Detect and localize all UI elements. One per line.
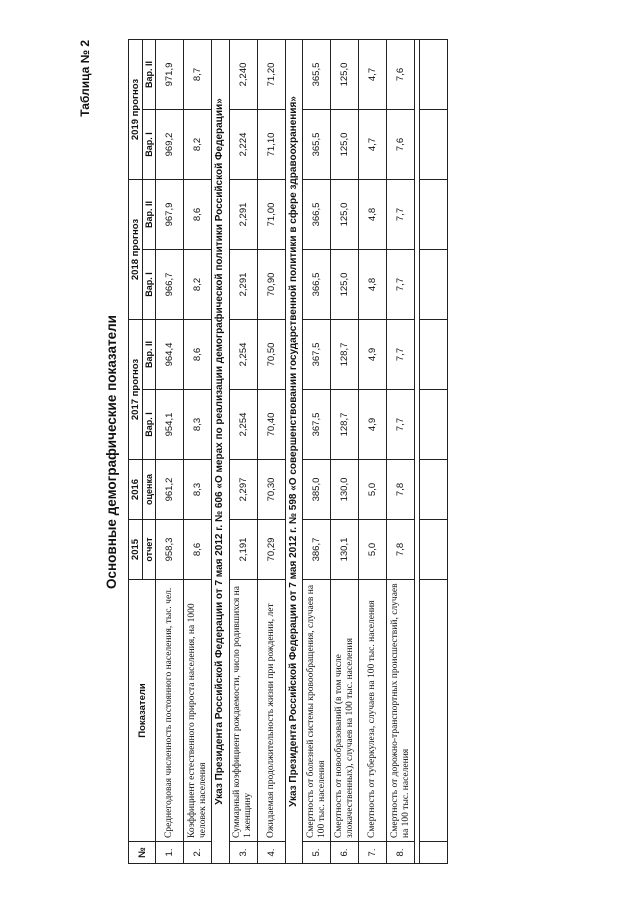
value-cell: 365,5 <box>303 40 331 110</box>
value-cell: 8,3 <box>184 460 212 520</box>
value-cell: 125,0 <box>331 250 359 320</box>
value-cell: 4,7 <box>359 110 387 180</box>
indicator-name: Смертность от дорожно-транспортных происшествий, случаев на 100 тыс. населения <box>387 580 415 842</box>
value-cell: 366,5 <box>303 180 331 250</box>
value-cell: 4,9 <box>359 390 387 460</box>
value-cell: 4,8 <box>359 250 387 320</box>
indicator-name: Ожидаемая продолжительность жизни при рождении, лет <box>257 580 285 842</box>
indicator-name: Смертность от болезней системы кровообращения, случаев на 100 тыс. населения <box>303 580 331 842</box>
value-cell: 71,00 <box>257 180 285 250</box>
value-cell: 8,2 <box>184 110 212 180</box>
value-cell <box>420 460 448 520</box>
value-cell: 8,2 <box>184 250 212 320</box>
value-cell: 2,297 <box>229 460 257 520</box>
table-title: Основные демографические показатели <box>104 315 119 589</box>
row-number: 2. <box>184 842 212 864</box>
value-cell: 7,6 <box>387 40 415 110</box>
header-sub-2019-var1: Вар. I <box>143 110 156 180</box>
table-number-label: Таблица № 2 <box>78 40 92 117</box>
value-cell: 2,240 <box>229 40 257 110</box>
value-cell: 70,29 <box>257 520 285 580</box>
value-cell: 366,5 <box>303 250 331 320</box>
value-cell: 7,8 <box>387 460 415 520</box>
value-cell: 125,0 <box>331 110 359 180</box>
value-cell: 4,7 <box>359 40 387 110</box>
value-cell: 958,3 <box>156 520 184 580</box>
value-cell: 70,30 <box>257 460 285 520</box>
value-cell: 967,9 <box>156 180 184 250</box>
header-sub-2018-var1: Вар. I <box>143 250 156 320</box>
header-sub-2017-var2: Вар. II <box>143 320 156 390</box>
value-cell: 7,7 <box>387 180 415 250</box>
value-cell: 7,7 <box>387 250 415 320</box>
value-cell: 130,0 <box>331 460 359 520</box>
header-year-2019: 2019 прогноз <box>129 40 143 180</box>
indicator-name <box>420 580 448 842</box>
row-number: 4. <box>257 842 285 864</box>
header-indicator: Показатели <box>129 580 156 842</box>
row-number: 8. <box>387 842 415 864</box>
indicator-name: Смертность от туберкулеза, случаев на 100 тыс. населения <box>359 580 387 842</box>
header-sub-2017-var1: Вар. I <box>143 390 156 460</box>
value-cell: 8,7 <box>184 40 212 110</box>
value-cell: 5,0 <box>359 460 387 520</box>
value-cell <box>420 180 448 250</box>
row-number: 6. <box>331 842 359 864</box>
value-cell: 2,291 <box>229 250 257 320</box>
header-year-2015: 2015 <box>129 520 143 580</box>
value-cell: 5,0 <box>359 520 387 580</box>
value-cell: 130,1 <box>331 520 359 580</box>
value-cell <box>420 520 448 580</box>
value-cell: 4,8 <box>359 180 387 250</box>
value-cell: 7,7 <box>387 320 415 390</box>
value-cell <box>420 390 448 460</box>
table-row <box>184 40 212 864</box>
value-cell <box>420 250 448 320</box>
value-cell: 7,6 <box>387 110 415 180</box>
value-cell: 365,5 <box>303 110 331 180</box>
indicator-name: Коэффициент естественного прироста населения, на 1000 человек населения <box>184 580 212 842</box>
value-cell <box>420 320 448 390</box>
value-cell: 2,224 <box>229 110 257 180</box>
value-cell: 954,1 <box>156 390 184 460</box>
value-cell: 966,7 <box>156 250 184 320</box>
section-title: Указ Президента Российской Федерации от 7 мая 2012 г. № 598 «О совершенствовании государственной политики в сфере здравоохранения» <box>285 40 303 864</box>
value-cell: 7,7 <box>387 390 415 460</box>
indicator-name: Среднегодовая численность постоянного населения, тыс. чел. <box>156 580 184 842</box>
value-cell: 969,2 <box>156 110 184 180</box>
row-number <box>420 842 448 864</box>
value-cell: 2,254 <box>229 320 257 390</box>
row-number: 5. <box>303 842 331 864</box>
table-row <box>156 40 184 864</box>
header-sub-2019-var2: Вар. II <box>143 40 156 110</box>
value-cell: 2,191 <box>229 520 257 580</box>
demographic-indicators-table <box>128 39 448 864</box>
table-row <box>257 40 285 864</box>
value-cell: 4,9 <box>359 320 387 390</box>
header-year-2018: 2018 прогноз <box>129 180 143 320</box>
value-cell: 385,0 <box>303 460 331 520</box>
header-number: № <box>129 842 156 864</box>
header-year-2016: 2016 <box>129 460 143 520</box>
value-cell: 386,7 <box>303 520 331 580</box>
header-sub-2016-estimate: оценка <box>143 460 156 520</box>
value-cell <box>420 40 448 110</box>
value-cell: 125,0 <box>331 180 359 250</box>
value-cell: 367,5 <box>303 320 331 390</box>
value-cell: 70,90 <box>257 250 285 320</box>
value-cell: 125,0 <box>331 40 359 110</box>
value-cell <box>420 110 448 180</box>
table-row <box>420 40 448 864</box>
header-sub-2015-report: отчет <box>143 520 156 580</box>
row-number: 7. <box>359 842 387 864</box>
value-cell: 961,2 <box>156 460 184 520</box>
value-cell: 367,5 <box>303 390 331 460</box>
value-cell: 8,3 <box>184 390 212 460</box>
value-cell: 8,6 <box>184 520 212 580</box>
table-row <box>229 40 257 864</box>
row-number: 1. <box>156 842 184 864</box>
header-sub-2018-var2: Вар. II <box>143 180 156 250</box>
value-cell: 71,20 <box>257 40 285 110</box>
rotated-page <box>40 22 600 882</box>
value-cell: 8,6 <box>184 180 212 250</box>
value-cell: 2,254 <box>229 390 257 460</box>
section-header-row <box>285 40 303 864</box>
section-header-row <box>212 40 230 864</box>
value-cell: 70,50 <box>257 320 285 390</box>
value-cell: 70,40 <box>257 390 285 460</box>
value-cell: 7,8 <box>387 520 415 580</box>
indicator-name: Смертность от новообразований (в том числе злокачественных), случаев на 100 тыс. населения <box>331 580 359 842</box>
value-cell: 8,6 <box>184 320 212 390</box>
value-cell: 71,10 <box>257 110 285 180</box>
row-number: 3. <box>229 842 257 864</box>
table-row <box>359 40 387 864</box>
value-cell: 128,7 <box>331 320 359 390</box>
value-cell: 964,4 <box>156 320 184 390</box>
value-cell: 971,9 <box>156 40 184 110</box>
table-row <box>387 40 415 864</box>
value-cell: 2,291 <box>229 180 257 250</box>
table-row <box>303 40 331 864</box>
section-title: Указ Президента Российской Федерации от 7 мая 2012 г. № 606 «О мерах по реализации демографической политики Российской Федерации» <box>212 40 230 864</box>
indicator-name: Суммарный коэффициент рождаемости, число родившихся на 1 женщину <box>229 580 257 842</box>
table-row <box>331 40 359 864</box>
value-cell: 128,7 <box>331 390 359 460</box>
header-year-2017: 2017 прогноз <box>129 320 143 460</box>
